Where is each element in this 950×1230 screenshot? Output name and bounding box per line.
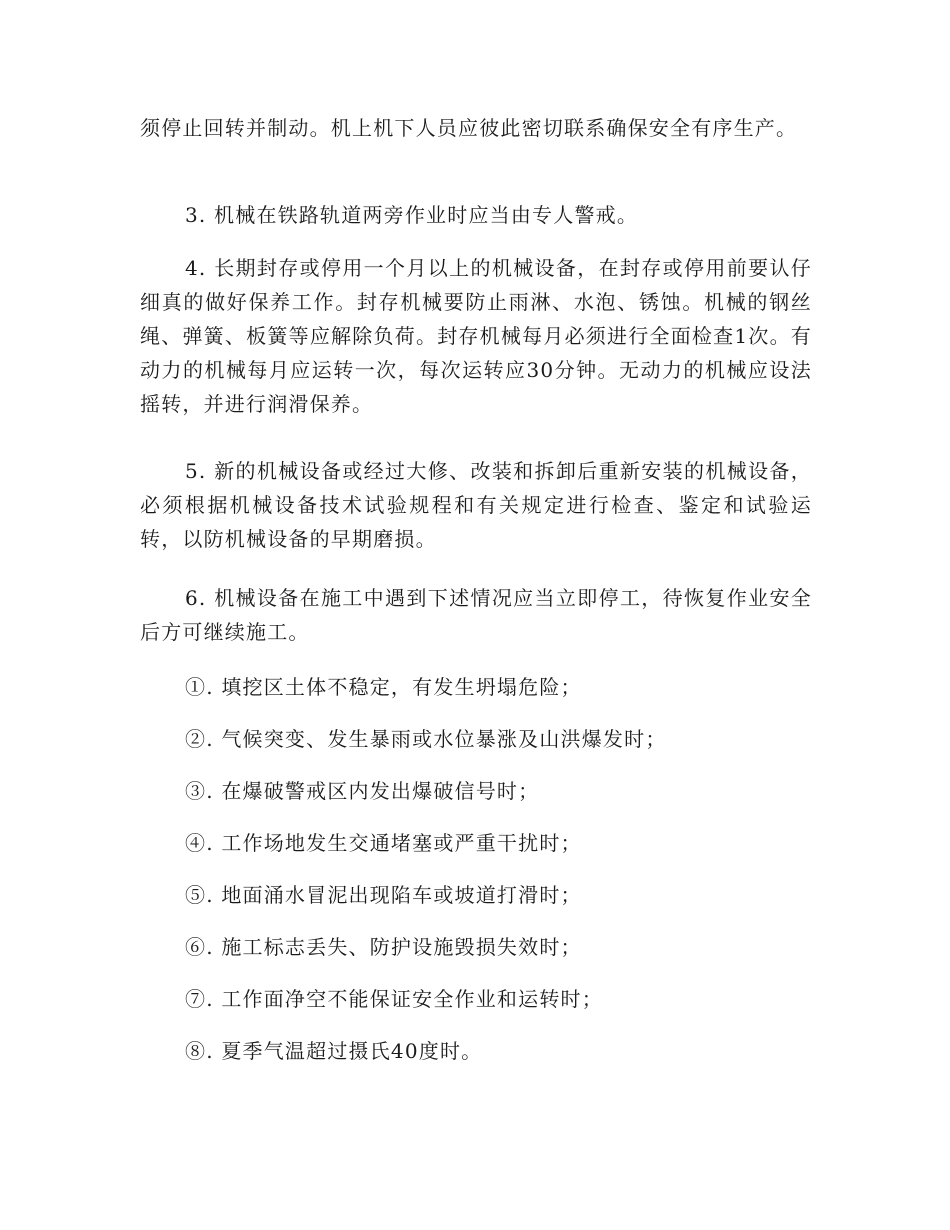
paragraph-item-6: 6. 机械设备在施工中遇到下述情况应当立即停工，待恢复作业安全后方可继续施工。 (140, 586, 812, 644)
paragraph-item-5: 5. 新的机械设备或经过大修、改装和拆卸后重新安装的机械设备，必须根据机械设备技术试验规程和有关规定进行检查、鉴定和试验运转，以防机械设备的早期磨损。 (140, 459, 812, 551)
condition-item-2: ②. 气候突变、发生暴雨或水位暴涨及山洪爆发时； (185, 727, 667, 751)
condition-item-5: ⑤. 地面涌水冒泥出现陷车或坡道打滑时； (185, 883, 582, 907)
paragraph-continuation: 须停止回转并制动。机上机下人员应彼此密切联系确保安全有序生产。 (140, 116, 798, 140)
condition-item-8: ⑧. 夏季气温超过摄氏40度时。 (185, 1039, 483, 1063)
condition-item-1: ①. 填挖区土体不稳定，有发生坍塌危险； (185, 675, 582, 699)
condition-item-7: ⑦. 工作面净空不能保证安全作业和运转时； (185, 987, 603, 1011)
condition-item-6: ⑥. 施工标志丢失、防护设施毁损失效时； (185, 935, 582, 959)
condition-item-3: ③. 在爆破警戒区内发出爆破信号时； (185, 779, 540, 803)
paragraph-item-4: 4. 长期封存或停用一个月以上的机械设备，在封存或停用前要认仔细真的做好保养工作。封存机械要防止雨淋、水泡、锈蚀。机械的钢丝绳、弹簧、板簧等应解除负荷。封存机械每月必须进行全面检查1次。有动力的机械每月应运转一次，每次运转应30分钟。无动力的机械应设法摇转，并进行润滑保养。 (140, 256, 812, 416)
condition-item-4: ④. 工作场地发生交通堵塞或严重干扰时； (185, 831, 582, 855)
paragraph-item-3: 3. 机械在铁路轨道两旁作业时应当由专人警戒。 (185, 203, 639, 227)
